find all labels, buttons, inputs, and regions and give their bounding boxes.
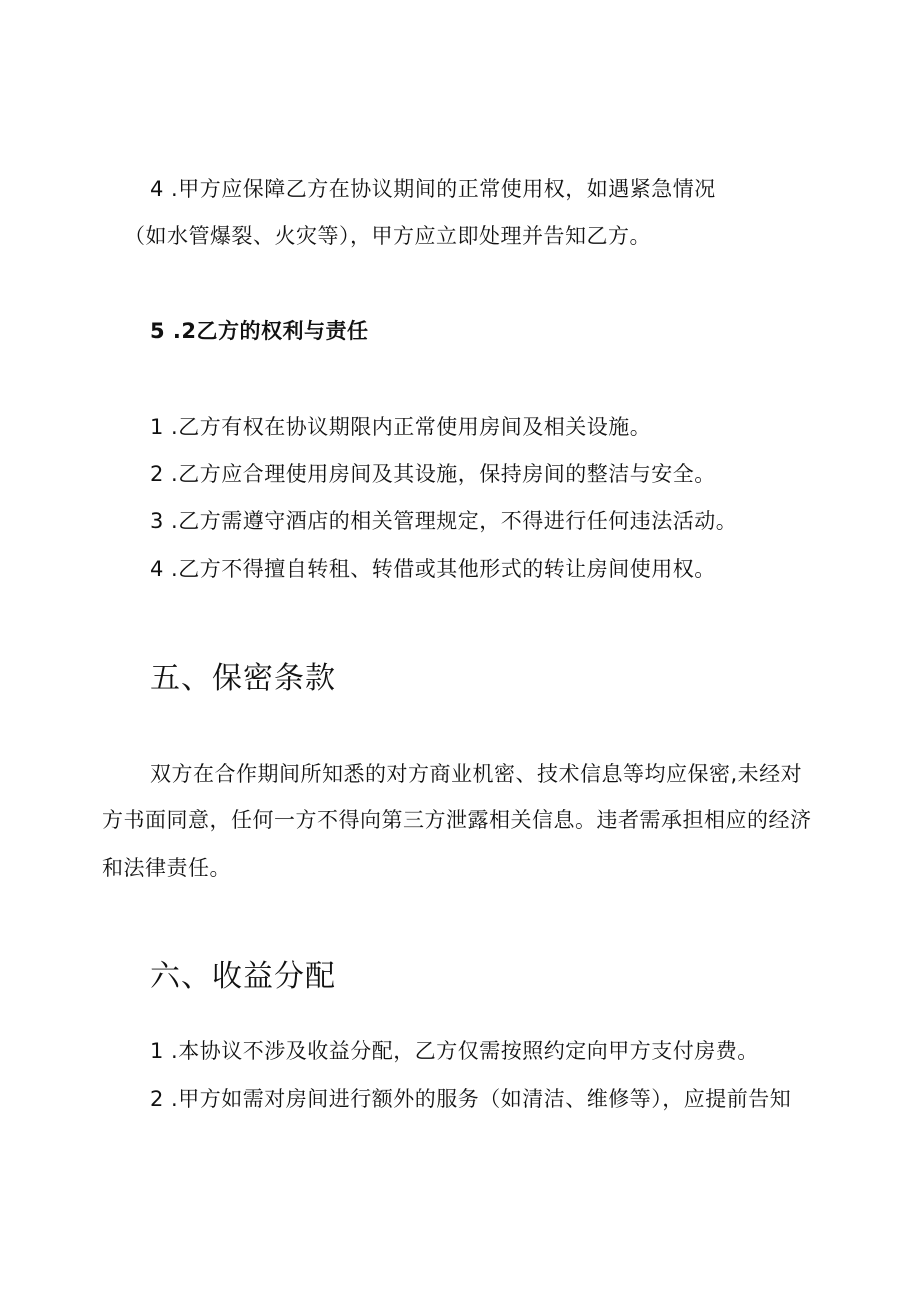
clause-a4-line-1: 4 .甲方应保障乙方在协议期间的正常使用权，如遇紧急情况 xyxy=(150,177,716,201)
list-item: 1 .本协议不涉及收益分配，乙方仅需按照约定向甲方支付房费。 xyxy=(150,1039,759,1063)
list-item: 4 .乙方不得擅自转租、转借或其他形式的转让房间使用权。 xyxy=(150,557,716,581)
subsection-title: 5 .2乙方的权利与责任 xyxy=(150,319,369,343)
list-item: 2 .乙方应合理使用房间及其设施，保持房间的整洁与安全。 xyxy=(150,462,716,486)
section-heading: 六、收益分配 xyxy=(150,959,336,994)
paragraph-line: 方书面同意，任何一方不得向第三方泄露相关信息。违者需承担相应的经济 xyxy=(102,808,812,832)
paragraph-line: 双方在合作期间所知悉的对方商业机密、技术信息等均应保密,未经对 xyxy=(150,762,803,786)
list-item: 1 .乙方有权在协议期限内正常使用房间及相关设施。 xyxy=(150,415,652,439)
list-item: 2 .甲方如需对房间进行额外的服务（如清洁、维修等），应提前告知 xyxy=(150,1087,792,1111)
list-item: 3 .乙方需遵守酒店的相关管理规定，不得进行任何违法活动。 xyxy=(150,509,738,533)
clause-a4-line-2: （如水管爆裂、火灾等），甲方应立即处理并告知乙方。 xyxy=(124,224,651,248)
paragraph-line: 和法律责任。 xyxy=(102,856,231,880)
section-heading: 五、保密条款 xyxy=(150,661,336,696)
